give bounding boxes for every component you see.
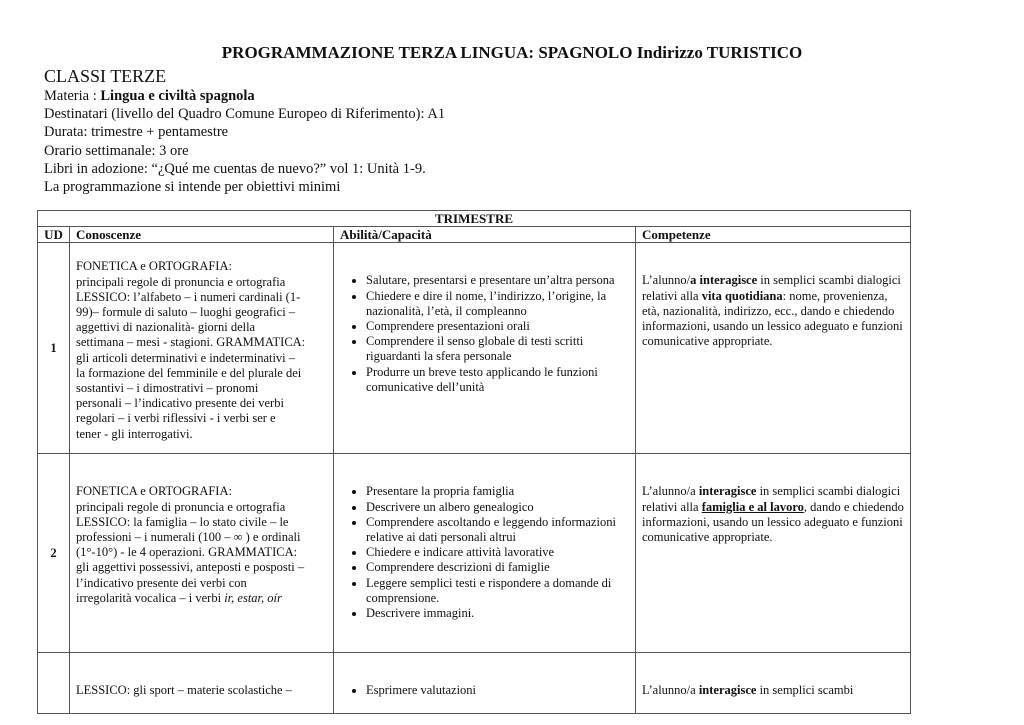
competenze-bold: interagisce [698, 683, 757, 698]
conoscenze-line: aggettivi di nazionalità- giorni della [76, 320, 256, 335]
abilita-cell [334, 653, 636, 714]
period-header: TRIMESTRE [38, 211, 911, 227]
column-headers [38, 227, 911, 243]
list-item: • Chiedere e indicare attività lavorative [366, 545, 629, 560]
materia-value: Lingua e civiltà spagnola [100, 88, 255, 104]
competenze-text: in semplici scambi dialogici relativi alla [642, 273, 901, 303]
conoscenze-line: LESSICO: gli sport – materie scolastiche – [76, 683, 292, 698]
table-row [38, 653, 911, 714]
list-item: • Comprendere il senso globale di testi scritti riguardanti la sfera personale [366, 334, 629, 364]
competenze-bold: vita quotidiana [701, 288, 783, 303]
competenze-text: L’alunno/ [642, 273, 691, 288]
page-title: PROGRAMMAZIONE TERZA LINGUA: SPAGNOLO Indirizzo TURISTICO [221, 43, 803, 62]
conoscenze-cell [70, 653, 334, 714]
ud-number: 2 [38, 454, 70, 653]
competenze-text: L’alunno/a [642, 484, 699, 499]
conoscenze-line: FONETICA e ORTOGRAFIA: [76, 484, 232, 499]
classi-heading: CLASSI TERZE [44, 66, 167, 86]
conoscenze-line: principali regole di pronuncia e ortografia [76, 499, 286, 514]
conoscenze-line: settimana – mesi - stagioni. GRAMMATICA: [76, 335, 306, 350]
competenze-cell [636, 653, 911, 714]
list-item: • Esprimere valutazioni [366, 683, 629, 698]
competenze-bold: interagisce [698, 484, 757, 499]
materia-line [44, 87, 445, 105]
list-item: • Comprendere ascoltando e leggendo informazioni relative ai dati personali altrui [366, 515, 629, 545]
table-row [38, 454, 911, 653]
list-item: • Presentare la propria famiglia [366, 484, 629, 499]
list-item: • Comprendere presentazioni orali [366, 319, 629, 334]
conoscenze-line: professioni – i numerali (100 – ∞ ) e ordinali [76, 530, 301, 545]
conoscenze-italic: ir, estar, oír [224, 590, 282, 605]
conoscenze-line: l’indicativo presente dei verbi con [76, 575, 247, 590]
competenze-cell [636, 243, 911, 454]
document-header [44, 66, 445, 196]
conoscenze-line: gli articoli determinativi e indeterminativi – [76, 350, 296, 365]
conoscenze-line: tener - gli interrogativi. [76, 426, 193, 441]
competenze-text: , dando e chiedendo informazioni, usando un lessico adeguato e funzioni comunicative appropriate. [642, 499, 904, 545]
orario-line: Orario settimanale: 3 ore [44, 142, 189, 159]
competenze-cell [636, 454, 911, 653]
competenze-text: : nome, provenienza, età, nazionalità, indirizzo, ecc., dando e chiedendo informazioni, usando un lessico adeguato e funzioni comunicative appropriate. [642, 288, 903, 349]
materia-label: Materia : [44, 88, 101, 104]
conoscenze-cell [70, 243, 334, 454]
competenze-bold-underlined: famiglia e al lavoro [701, 499, 804, 514]
competenze-bold: a interagisce [690, 273, 758, 288]
abilita-list [340, 484, 629, 621]
conoscenze-line: gli aggettivi possessivi, anteposti e posposti – [76, 560, 305, 575]
libri-line: Libri in adozione: “¿Qué me cuentas de nuevo?” vol 1: Unità 1-9. [44, 160, 426, 177]
destinatari-line: Destinatari (livello del Quadro Comune Europeo di Riferimento): A1 [44, 106, 446, 123]
abilita-list [340, 273, 629, 395]
conoscenze-cell [70, 454, 334, 653]
conoscenze-line: personali – l’indicativo presente dei verbi [76, 396, 284, 411]
list-item: • Descrivere un albero genealogico [366, 500, 629, 515]
period-row [38, 211, 911, 227]
conoscenze-line: LESSICO: la famiglia – lo stato civile – le [76, 514, 289, 529]
conoscenze-line: LESSICO: l’alfabeto – i numeri cardinali (1- [76, 289, 301, 304]
durata-line: Durata: trimestre + pentamestre [44, 124, 229, 141]
conoscenze-text: irregolarità vocalica – i verbi [76, 590, 225, 605]
conoscenze-line: 99)– formule di saluto – luoghi geografici – [76, 305, 296, 320]
conoscenze-line: (1°-10°) - le 4 operazioni. GRAMMATICA: [76, 545, 298, 560]
conoscenze-line: principali regole di pronuncia e ortografia [76, 274, 286, 289]
list-item: • Leggere semplici testi e rispondere a domande di comprensione. [366, 576, 629, 606]
conoscenze-line [76, 591, 327, 606]
program-table [37, 210, 911, 714]
abilita-cell [334, 454, 636, 653]
competenze-text: L’alunno/a [642, 683, 699, 698]
header-conoscenze: Conoscenze [70, 227, 334, 243]
abilita-list [340, 683, 629, 698]
conoscenze-line: la formazione del femminile e del plurale dei [76, 365, 302, 380]
abilita-cell [334, 243, 636, 454]
conoscenze-line: regolari – i verbi riflessivi - i verbi ser e [76, 411, 276, 426]
list-item: • Descrivere immagini. [366, 606, 629, 621]
ud-number: 1 [38, 243, 70, 454]
conoscenze-line: sostantivi – i dimostrativi – pronomi [76, 381, 259, 396]
header-ud: UD [38, 227, 70, 243]
competenze-text: in semplici scambi dialogici relativi alla [642, 484, 901, 514]
list-item: • Chiedere e dire il nome, l’indirizzo, l’origine, la nazionalità, l’età, il compleanno [366, 289, 629, 319]
ud-number [38, 653, 70, 714]
header-abilita: Abilità/Capacità [334, 227, 636, 243]
list-item: • Comprendere descrizioni di famiglie [366, 560, 629, 575]
competenze-text: in semplici scambi [756, 683, 854, 698]
list-item: • Salutare, presentarsi e presentare un’altra persona [366, 273, 629, 288]
list-item: • Produrre un breve testo applicando le funzioni comunicative dell’unità [366, 365, 629, 395]
obiettivi-line: La programmazione si intende per obiettivi minimi [44, 179, 341, 196]
table-row [38, 243, 911, 454]
header-competenze: Competenze [636, 227, 911, 243]
conoscenze-line: FONETICA e ORTOGRAFIA: [76, 259, 232, 274]
